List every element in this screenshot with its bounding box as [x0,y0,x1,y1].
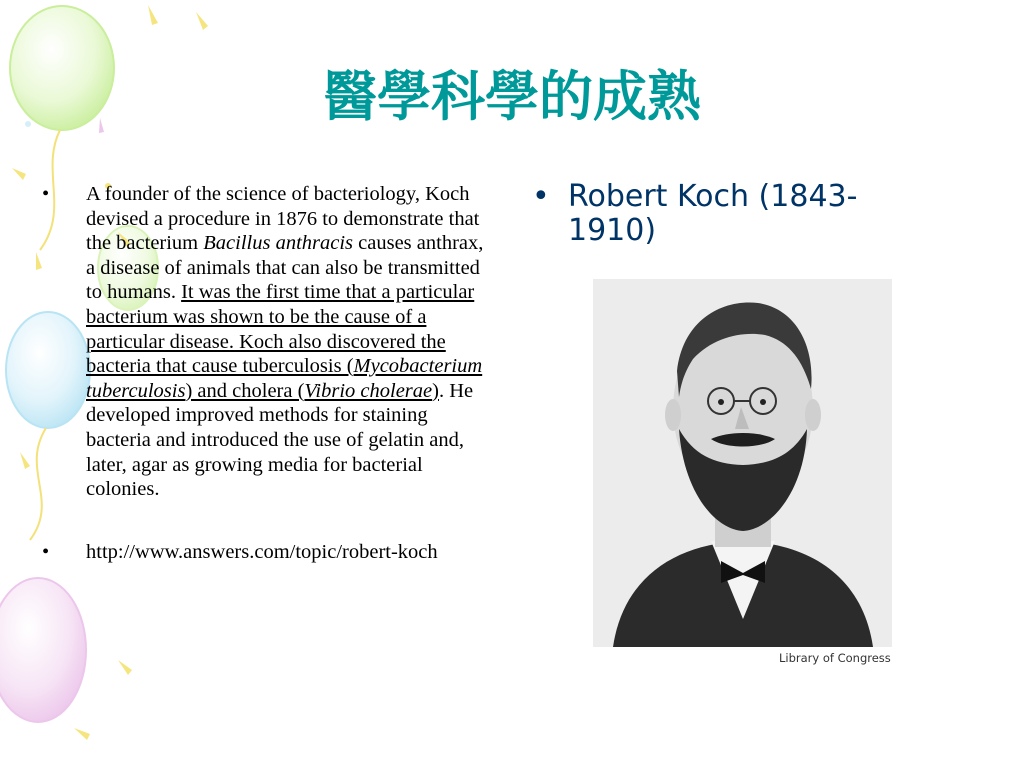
text-run: . He developed improved methods for staining bacteria and introduced the use of gelatin and, later, agar as growing media for bacterial colonies. [86,379,474,501]
bullet-icon: • [42,183,50,205]
text-run: ) [432,379,439,402]
text-run: A founder of the science of bacteriology, Koch devised a procedure in 1876 to demonstrate that the bacterium [86,183,480,255]
confetti [74,728,90,740]
koch-heading: Robert Koch (1843-1910) [568,179,858,248]
species-name: Mycobacterium tuberculosis [86,355,483,402]
eye [718,399,724,405]
source-link[interactable]: http://www.answers.com/topic/robert-koch [86,540,438,563]
list-item [42,182,494,502]
left-content [42,182,494,564]
confetti [148,5,158,25]
ear [665,399,681,431]
ear [805,399,821,431]
text-run: ) and cholera ( [185,379,305,402]
bullet-icon: • [42,540,50,563]
robert-koch-portrait [593,279,892,647]
eye [760,399,766,405]
text-run: It was the first time that a particular bacterium was shown to be the cause of a particular disease. Koch also discovered the bacteria that cause tuberculosis ( [86,281,475,378]
confetti [20,452,30,469]
list-item [42,540,494,565]
slide-title: 醫學科學的成熟 [323,64,701,128]
list-item [532,180,932,248]
species-name: Bacillus anthracis [203,232,354,255]
pink-balloon [0,578,86,722]
species-name: Vibrio cholerae [304,379,433,402]
right-content [532,180,932,248]
confetti [118,660,132,675]
koch-description [86,182,494,502]
text-run: causes anthrax, a disease of animals that can also be transmitted to humans. [86,232,484,304]
confetti [196,12,208,30]
bullet-icon: • [532,179,550,214]
confetti [12,168,26,180]
photo-credit: Library of Congress [779,651,891,665]
